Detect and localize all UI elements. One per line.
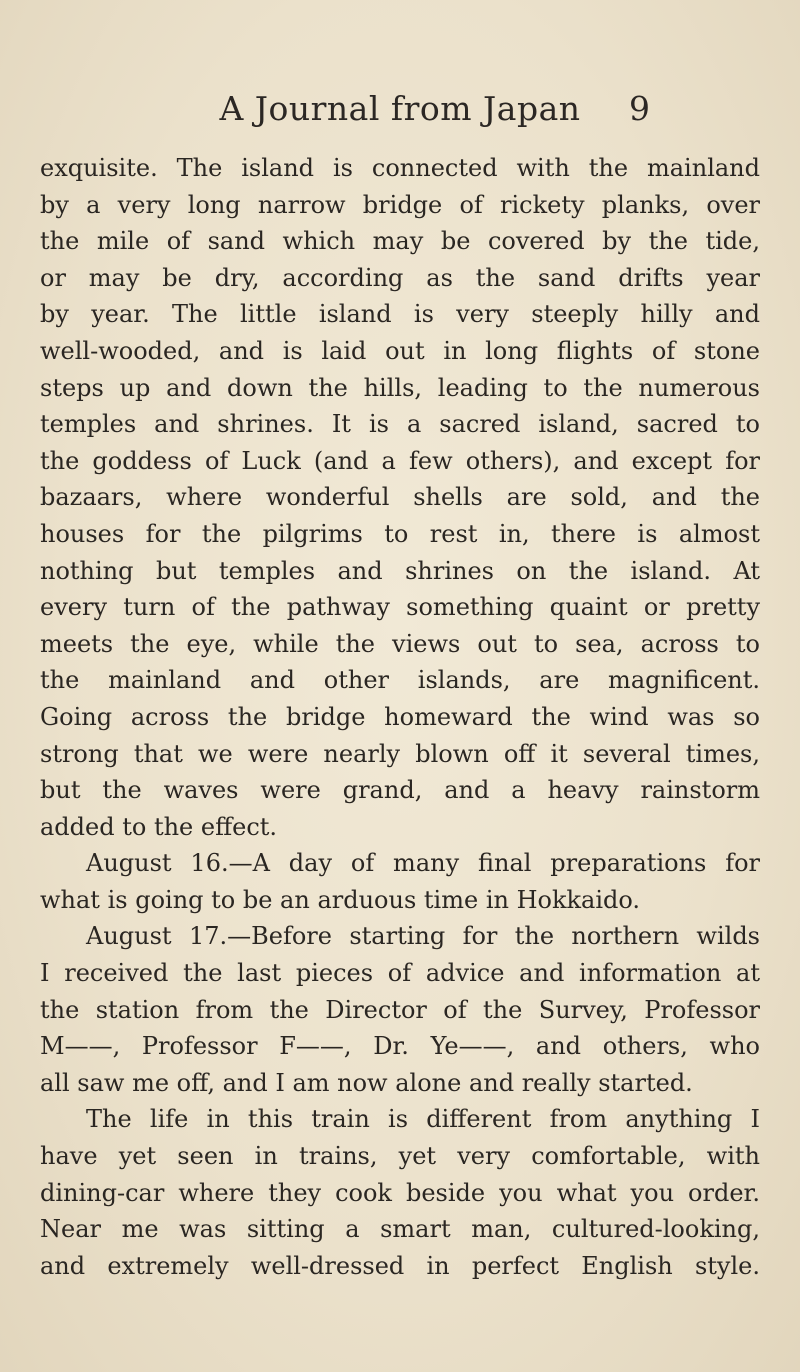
text-line: I received the last pieces of advice and information at [40, 959, 760, 988]
text-line: Going across the bridge homeward the wind was so [40, 702, 760, 731]
running-head [40, 84, 760, 134]
text-line: August 16.—A day of many final preparations for [86, 849, 760, 878]
text-line: Near me was sitting a smart man, cultured-looking, [40, 1215, 760, 1244]
body-text [40, 150, 760, 1284]
text-line: but the waves were grand, and a heavy rainstorm [40, 776, 760, 805]
text-line: temples and shrines. It is a sacred island, sacred to [40, 410, 760, 439]
text-line: August 17.—Before starting for the northern wilds [86, 922, 760, 951]
text-line: or may be dry, according as the sand drifts year [40, 263, 760, 292]
text-line: the mainland and other islands, are magnificent. [40, 666, 760, 695]
text-line: have yet seen in trains, yet very comfortable, with [40, 1142, 760, 1171]
text-line: all saw me off, and I am now alone and really started. [40, 1068, 693, 1097]
text-line: what is going to be an arduous time in Hokkaido. [40, 885, 641, 914]
running-title: A Journal from Japan [219, 89, 581, 128]
text-line: steps up and down the hills, leading to the numerous [40, 373, 760, 402]
text-line: every turn of the pathway something quaint or pretty [40, 593, 760, 622]
text-line: and extremely well-dressed in perfect English style. [40, 1251, 760, 1280]
text-line: The life in this train is different from anything I [86, 1105, 760, 1134]
text-line: meets the eye, while the views out to sea, across to [40, 629, 760, 658]
text-line: bazaars, where wonderful shells are sold, and the [40, 483, 760, 512]
text-line: the station from the Director of the Survey, Professor [40, 995, 760, 1024]
text-line: the mile of sand which may be covered by the tide, [40, 227, 760, 256]
text-line: well-wooded, and is laid out in long flights of stone [40, 336, 760, 365]
text-line: the goddess of Luck (and a few others), and except for [40, 446, 760, 475]
text-line: houses for the pilgrims to rest in, there is almost [40, 519, 760, 548]
text-line: exquisite. The island is connected with the mainland [40, 154, 760, 182]
text-line: by year. The little island is very steeply hilly and [40, 300, 760, 329]
text-line: M——, Professor F——, Dr. Ye——, and others, who [40, 1032, 760, 1061]
text-line: nothing but temples and shrines on the island. At [40, 556, 760, 585]
text-line: added to the effect. [40, 812, 278, 841]
text-line: by a very long narrow bridge of rickety planks, over [40, 190, 760, 219]
text-line: strong that we were nearly blown off it several times, [40, 739, 760, 768]
page-number: 9 [629, 89, 650, 128]
text-line: dining-car where they cook beside you what you order. [40, 1178, 760, 1207]
